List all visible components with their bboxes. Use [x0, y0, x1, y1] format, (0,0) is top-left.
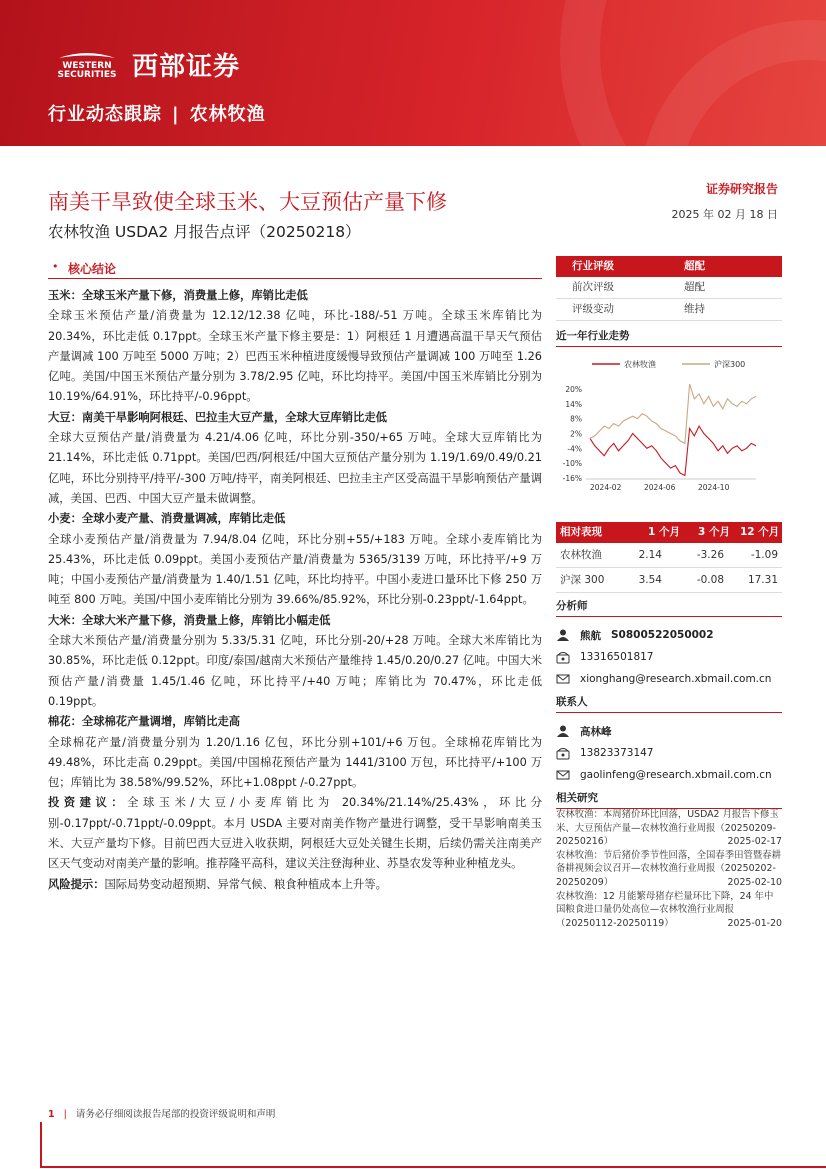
core-body — [48, 286, 542, 895]
email-icon — [556, 768, 570, 782]
performance-header-cell: 12 个月 — [740, 526, 780, 538]
paragraph-heading: 玉米：全球玉米产量下修，消费量上修，库销比走低 — [48, 289, 308, 302]
y-tick-label: -4% — [567, 444, 582, 454]
paragraph-heading: 小麦：全球小麦产量、消费量调减，库销比走低 — [48, 512, 286, 526]
related-section-header: 相关研究 — [556, 790, 782, 809]
y-tick-label: 20% — [565, 384, 582, 394]
paragraph — [48, 611, 542, 631]
paragraph — [48, 875, 542, 895]
rating-header-label: 行业评级 — [572, 260, 614, 272]
performance-cell: 17.31 — [747, 574, 778, 586]
performance-cell: 沪深 300 — [560, 574, 605, 586]
paragraph-text: 全球大豆预估产量/消费量为 4.21/4.06 亿吨，环比分别-350/+65 万吨。全球大豆库销比为 21.14%，环比走低 0.71ppt。美国/巴西/阿根廷/中国大豆预估产量分别为 1.19/1.69/0.49/0.21 亿吨，环比分别持平/持平/-300 万吨/持平，南美阿根廷、巴拉圭主产区受高温干旱影响预估产量调减，美国、巴西、中国大豆产量未做调整。 — [48, 431, 542, 505]
analyst-name-row — [556, 624, 782, 646]
rating-row — [556, 299, 782, 321]
performance-header-cell: 3 个月 — [698, 526, 730, 538]
performance-row — [556, 543, 782, 568]
paragraph-text: 全球玉米预估产量/消费量为 12.12/12.38 亿吨，环比-188/-51 万吨。全球玉米库销比为 20.34%，环比走低 0.17ppt。全球玉米产量下修主要是：1）阿根廷 1 月遭遇高温干旱天气预估产量调减 100 万吨至 5000 万吨；2）巴西玉米种植进度缓慢导致预估产量调减 100 万吨至 1.26 亿吨。美国/中国玉米预估产量分别为 3.78/2.95 亿吨，环比均持平。美国/中国玉米库销比分别为 10.19%/64.91%，环比持平/-0.96ppt。 — [48, 309, 542, 404]
rating-row — [556, 277, 782, 299]
contact-email[interactable]: gaolinfeng@research.xbmail.com.cn — [580, 769, 772, 781]
related-item-date: 2025-02-17 — [727, 836, 782, 848]
contact-name-row — [556, 720, 782, 742]
related-item-title[interactable]: 农林牧渔：节后猪价季节性回落，全国春季田管暨春耕备耕视频会议召开—农林牧渔行业周报（20250202-20250209） — [556, 849, 782, 888]
y-tick-label: 14% — [565, 399, 582, 409]
paragraph-heading: 棉花：全球棉花产量调增，库销比走高 — [48, 715, 241, 729]
contact-phone-row — [556, 742, 782, 764]
trend-section-header: 近一年行业走势 — [556, 328, 782, 347]
analyst-contact — [556, 624, 782, 690]
rating-row-label: 前次评级 — [572, 281, 614, 293]
related-item-date: 2025-02-10 — [727, 876, 782, 888]
series-line — [590, 384, 756, 443]
page-number: 1 — [48, 1109, 55, 1120]
industry-label: 农林牧渔 — [189, 104, 266, 125]
report-type: 证券研究报告 — [705, 182, 778, 196]
report-title: 南美干旱致使全球玉米、大豆预估产量下修 — [48, 190, 447, 214]
related-item[interactable] — [556, 849, 782, 890]
bullet-icon: • — [52, 260, 59, 273]
related-item-title[interactable]: 农林牧渔：12 月能繁母猪存栏量环比下降，24 年中国粮食进口量仍处高位—农林牧渔行业周报（20250112-20250119） — [556, 890, 774, 929]
footer-separator: | — [63, 1109, 67, 1120]
paragraph — [48, 286, 542, 306]
paragraph-text: 国际局势变动超预期、异常气候、粮食种植成本上升等。 — [104, 877, 387, 891]
related-item-title[interactable]: 农林牧渔：本周猪价环比回落，USDA2 月报告下修玉米、大豆预估产量—农林牧渔行业周报（20250209-20250216） — [556, 809, 779, 848]
paragraph-text: 全球玉米/大豆/小麦库销比为 20.34%/21.14%/25.43%，环比分别-0.17ppt/-0.71ppt/-0.09ppt。本月 USDA 主要对南美作物产量进行调整，受干旱影响南美玉米、大豆产量均下修。目前巴西大豆进入收获期，阿根廷大豆处关键生长期，后续仍需关注南美产区天气变动对南美产量的影响。推荐隆平高科，建议关注登海种业、苏垦农发等种业种植龙头。 — [48, 796, 542, 871]
analyst-name: 熊航 — [580, 629, 601, 642]
related-item[interactable] — [556, 890, 782, 931]
trend-chart — [556, 350, 782, 500]
report-date: 2025 年 02 月 18 日 — [671, 208, 778, 221]
related-item[interactable] — [556, 808, 782, 849]
performance-header-cell: 相对表现 — [560, 526, 602, 538]
y-tick-label: -10% — [562, 459, 582, 469]
rating-row-value: 维持 — [684, 303, 705, 315]
performance-cell: -3.26 — [696, 549, 724, 561]
person-icon — [556, 628, 570, 642]
rating-table — [556, 256, 782, 321]
trend-chart-svg — [556, 350, 782, 500]
contact-section-header: 联系人 — [556, 694, 782, 713]
report-category — [48, 100, 266, 126]
category-separator: | — [172, 104, 180, 125]
paragraph-text: 全球大米预估产量/消费量分别为 5.33/5.31 亿吨，环比分别-20/+28 万吨。全球大米库销比为 30.85%，环比走低 0.12ppt。印度/泰国/越南大米预估产量维持 1.45/0.20/0.27 亿吨。中国大米预估产量/消费量 1.45/1.46 亿吨，环比持平/+40 万吨；库销比为 70.47%，环比走低 0.19ppt。 — [48, 634, 542, 708]
paragraph-heading: 投资建议： — [48, 796, 128, 810]
y-tick-label: -16% — [562, 474, 582, 483]
horn-icon — [57, 50, 117, 60]
performance-cell: 2.14 — [638, 549, 662, 561]
related-item-date: 2025-01-20 — [727, 917, 782, 929]
performance-cell: -0.08 — [696, 574, 724, 586]
report-subtitle: 农林牧渔 USDA2 月报告点评（20250218） — [48, 223, 361, 241]
core-section-header — [48, 258, 542, 279]
page-header — [0, 0, 826, 146]
paragraph — [48, 793, 542, 874]
y-tick-label: 2% — [570, 429, 582, 439]
logo-english: WESTERN SECURITIES — [48, 50, 126, 80]
paragraph-text: 全球棉花产量/消费量分别为 1.20/1.16 亿包，环比分别+101/+6 万包。全球棉花库销比为 49.48%，环比走高 0.29ppt。美国/中国棉花预估产量为 1441/3100 万包，环比持平/+100 万包；库销比为 38.58%/99.52%，环比+1.08ppt /-0.27ppt。 — [48, 735, 542, 790]
page-footer — [48, 1106, 275, 1120]
contact-person — [556, 720, 782, 786]
paragraph-heading: 大豆：南美干旱影响阿根廷、巴拉圭大豆产量，全球大豆库销比走低 — [48, 410, 387, 424]
footer-horizontal-rule — [40, 1166, 826, 1168]
logo-chinese: 西部证券 — [132, 52, 241, 82]
analyst-phone-row — [556, 646, 782, 668]
rating-header — [556, 256, 782, 277]
analyst-cert: S0800522050002 — [611, 629, 714, 641]
analyst-section-header: 分析师 — [556, 598, 782, 617]
core-section-label: 核心结论 — [68, 262, 117, 276]
paragraph-heading: 大米：全球大米产量下修，消费量上修，库销比小幅走低 — [48, 613, 331, 627]
analyst-email[interactable]: xionghang@research.xbmail.com.cn — [580, 673, 772, 685]
contact-phone: 13823373147 — [580, 747, 654, 759]
paragraph-heading: 风险提示： — [48, 877, 105, 891]
x-tick-label: 2024-02 — [590, 483, 622, 492]
performance-table — [556, 522, 782, 593]
rating-header-value: 超配 — [684, 260, 705, 272]
analyst-email-row — [556, 668, 782, 690]
paragraph-text: 全球小麦预估产量/消费量为 7.94/8.04 亿吨，环比分别+55/+183 万吨。全球小麦库销比为 25.43%，环比走低 0.09ppt。美国小麦预估产量/消费量为 5365/3139 万吨，环比持平/+9 万吨；中国小麦预估产量/消费量为 1.40/1.51 亿吨，环比均持平。中国小麦进口量环比下修 250 万吨至 800 万吨。美国/中国小麦库销比分别为 39.66%/85.92%，环比分别-0.23ppt/-1.64ppt。 — [48, 532, 542, 607]
paragraph — [48, 408, 542, 428]
contact-email-row — [556, 764, 782, 786]
footer-vertical-rule — [40, 1122, 42, 1168]
contact-name: 高林峰 — [580, 725, 612, 738]
rating-row-label: 评级变动 — [572, 303, 614, 315]
performance-header — [556, 522, 782, 543]
footer-disclaimer: 请务必仔细阅读报告尾部的投资评级说明和声明 — [75, 1109, 276, 1120]
person-icon — [556, 724, 570, 738]
phone-icon — [556, 746, 570, 760]
performance-cell: 农林牧渔 — [560, 549, 602, 561]
paragraph — [48, 509, 542, 529]
email-icon — [556, 672, 570, 686]
y-tick-label: 8% — [570, 414, 582, 424]
x-tick-label: 2024-10 — [698, 483, 730, 492]
performance-cell: 3.54 — [638, 574, 662, 586]
performance-row — [556, 568, 782, 593]
analyst-phone: 13316501817 — [580, 651, 654, 663]
performance-cell: -1.09 — [750, 549, 778, 561]
paragraph — [48, 712, 542, 732]
phone-icon — [556, 650, 570, 664]
series-line — [590, 426, 756, 475]
related-research-list — [556, 808, 782, 930]
rating-row-value: 超配 — [684, 281, 705, 293]
performance-header-cell: 1 个月 — [648, 526, 680, 538]
legend-label: 农林牧渔 — [624, 360, 656, 369]
legend-label: 沪深300 — [714, 360, 746, 369]
x-tick-label: 2024-06 — [644, 483, 676, 492]
category-label: 行业动态跟踪 — [48, 104, 162, 125]
company-logo — [48, 46, 240, 83]
